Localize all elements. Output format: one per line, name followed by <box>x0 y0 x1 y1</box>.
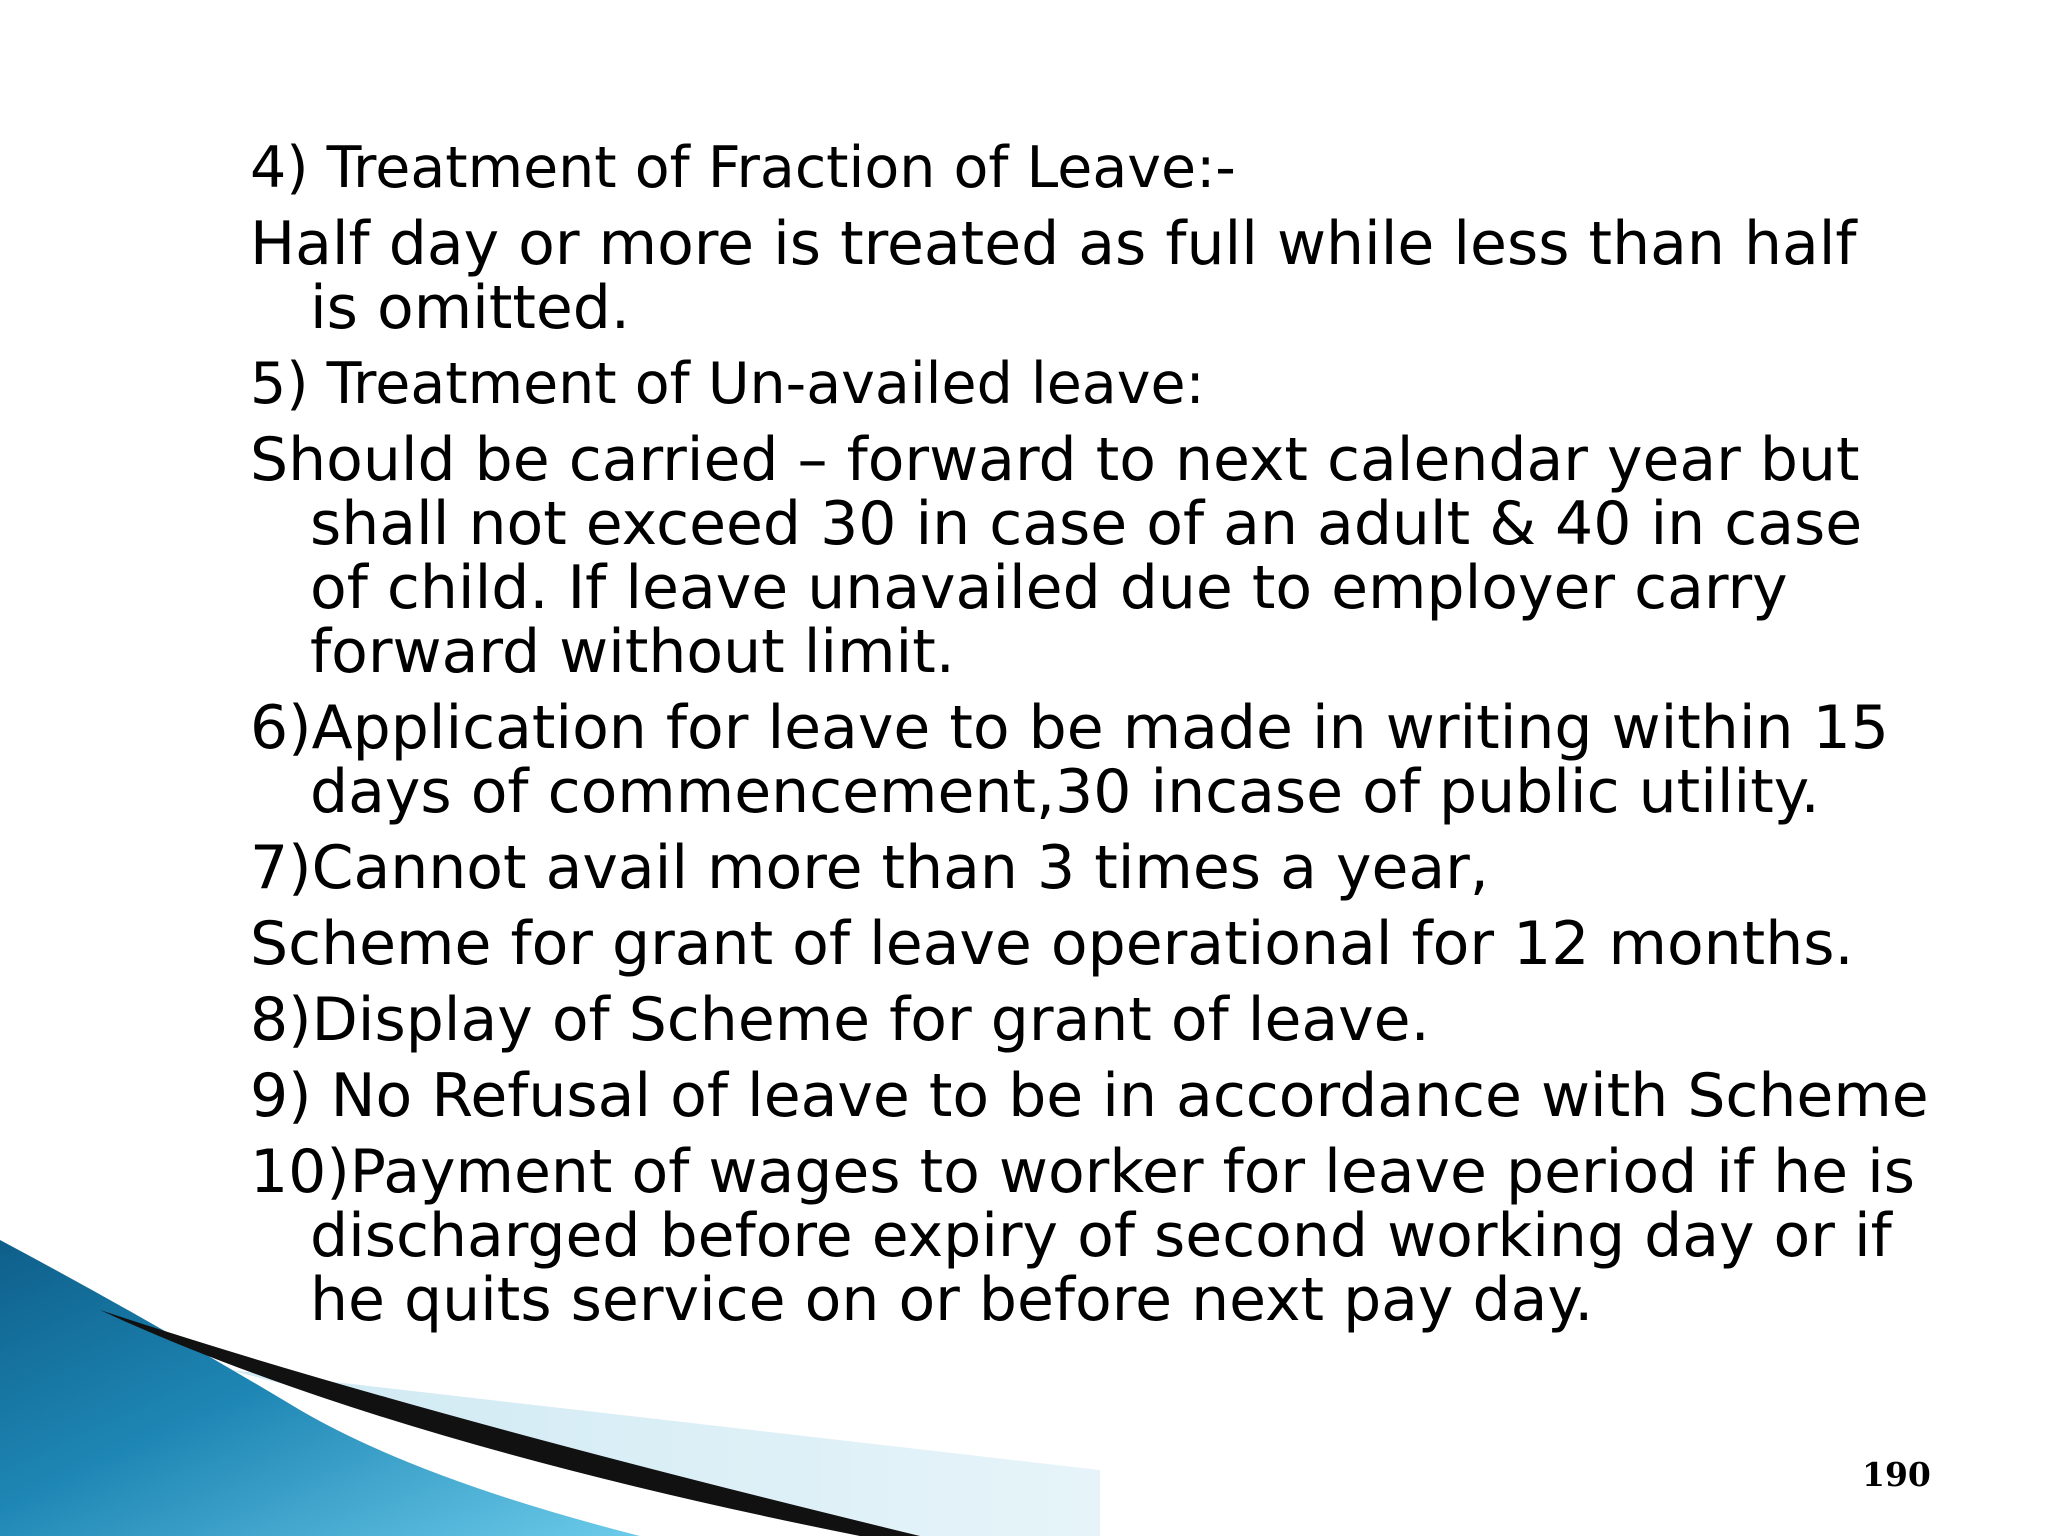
text-line: 6)Application for leave to be made in writing within 15 <box>250 693 1889 763</box>
paragraph <box>250 1061 2040 1131</box>
paragraph <box>250 352 2040 416</box>
text-line: 8)Display of Scheme for grant of leave. <box>250 985 1430 1055</box>
section-heading: 5) Treatment of Un-availed leave: <box>250 351 1205 417</box>
text-line: he quits service on or before next pay day. <box>310 1265 1594 1335</box>
slide-body <box>250 136 2040 1344</box>
paragraph <box>250 833 2040 903</box>
text-line: of child. If leave unavailed due to employer carry <box>310 553 1788 623</box>
paragraph <box>250 209 2040 343</box>
text-line: Scheme for grant of leave operational for 12 months. <box>250 909 1854 979</box>
text-line: is omitted. <box>310 273 630 343</box>
paragraph <box>250 693 2040 827</box>
paragraph <box>250 136 2040 200</box>
text-line: forward without limit. <box>310 617 955 687</box>
text-line: 10)Payment of wages to worker for leave period if he is <box>250 1137 1916 1207</box>
text-line: days of commencement,30 incase of public utility. <box>310 757 1820 827</box>
text-line: 9) No Refusal of leave to be in accordance with Scheme <box>250 1061 1929 1131</box>
text-line: Half day or more is treated as full while less than half <box>250 209 1857 279</box>
text-line: discharged before expiry of second working day or if <box>310 1201 1892 1271</box>
paragraph <box>250 425 2040 687</box>
paragraph <box>250 985 2040 1055</box>
page-number: 190 <box>1862 1455 1931 1494</box>
paragraph <box>250 909 2040 979</box>
text-line: shall not exceed 30 in case of an adult & 40 in case <box>310 489 1863 559</box>
section-heading: 4) Treatment of Fraction of Leave:- <box>250 135 1236 201</box>
text-line: Should be carried – forward to next calendar year but <box>250 425 1860 495</box>
paragraph <box>250 1137 2040 1335</box>
text-line: 7)Cannot avail more than 3 times a year, <box>250 833 1489 903</box>
